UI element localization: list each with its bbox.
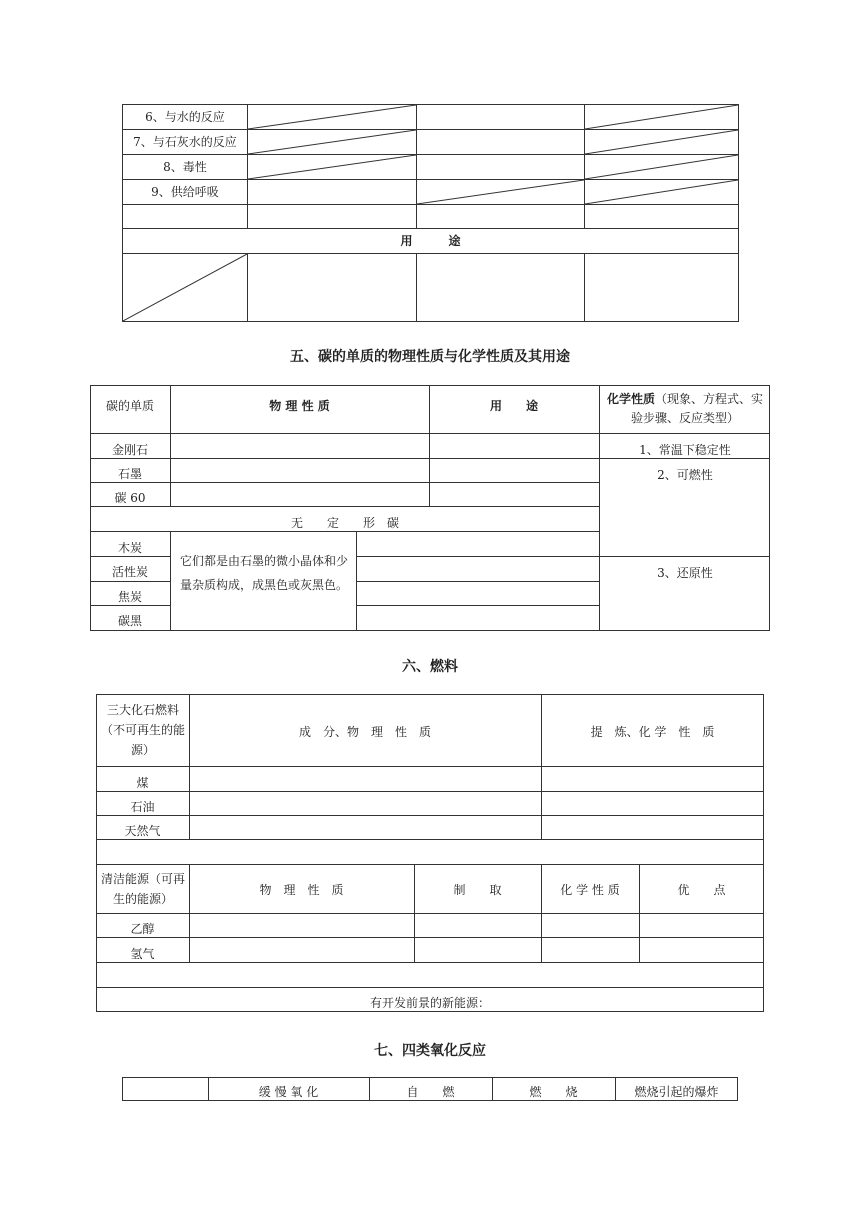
table-cell [417,205,585,229]
slashed-cell [585,105,739,130]
clean-col-production: 制 取 [453,883,502,897]
table-row [123,229,739,254]
slashed-cell [585,155,739,180]
table-cell [417,155,585,180]
use-header: 用 途 [123,229,739,254]
carbon-table-body [90,385,770,631]
table-row [123,130,739,155]
table-cell [248,254,417,322]
table-cell [585,254,739,322]
table-cell [248,205,417,229]
table-cell [417,130,585,155]
row-label: 9、供给呼吸 [123,180,248,205]
clean-col-chemical: 化 学 性 质 [560,883,620,897]
table-row [123,205,739,229]
table-row [123,105,739,130]
chem-stability: 1、常温下稳定性 [639,443,731,457]
amorphous-activated: 活性炭 [111,565,148,579]
fuel-natural-gas: 天然气 [124,824,161,838]
chem-reducibility: 3、还原性 [657,566,713,580]
table-cell [123,205,248,229]
table-row [123,254,739,322]
clean-energy-header: 清洁能源（可再生的能源） [100,872,185,906]
fossil-fuel-header: 三大化石燃料（不可再生的能源） [100,703,185,757]
table-4-continued [122,104,739,322]
chemical-header-label: 化学性质 [606,392,655,406]
row-label: 7、与石灰水的反应 [123,130,248,155]
clean-col-advantage: 优 点 [677,883,726,897]
fuel-ethanol: 乙醇 [130,922,155,936]
oxidation-table [122,1077,738,1101]
new-energy-label: 有开发前景的新能源： [369,996,490,1010]
table-cell [585,205,739,229]
slashed-cell [585,180,739,205]
chemical-header-note: （现象、方程式、实验步骤、反应类型） [630,392,764,425]
amorphous-charcoal: 木炭 [117,541,142,555]
fuel-coal: 煤 [136,776,149,790]
amorphous-carbon-black: 碳黑 [117,614,142,628]
fuel-table-grid [96,694,764,1012]
oxidation-explosion: 燃烧引起的爆炸 [634,1085,719,1099]
table-row [123,155,739,180]
substance-c60: 碳 60 [114,491,146,505]
slashed-cell [585,130,739,155]
fuel-table [96,694,764,1012]
fossil-col-composition: 成 分、物 理 性 质 [298,725,431,739]
slashed-cell [123,254,248,322]
slashed-cell [248,105,417,130]
section-7-title: 七、四类氧化反应 [374,1043,486,1059]
row-label: 6、与水的反应 [123,105,248,130]
oxidation-spontaneous: 自 燃 [406,1085,455,1099]
section-5-title: 五、碳的单质的物理性质与化学性质及其用途 [290,349,570,365]
amorphous-coke: 焦炭 [117,590,142,604]
amorphous-carbon-label: 无 定 形 碳 [290,516,399,530]
chem-combustibility: 2、可燃性 [657,468,713,482]
clean-col-physical: 物 理 性 质 [259,883,344,897]
table-cell [248,180,417,205]
amorphous-description: 它们都是由石墨的微小晶体和少量杂质构成，成黑色或灰黑色。 [179,554,348,592]
oxidation-slow: 缓 慢 氧 化 [258,1085,319,1099]
oxidation-burning: 燃 烧 [529,1085,578,1099]
fuel-oil: 石油 [130,800,155,814]
row-label: 8、毒性 [123,155,248,180]
slashed-cell [248,155,417,180]
section-6-title: 六、燃料 [402,659,458,675]
table-cell [417,254,585,322]
table-row [123,180,739,205]
substance-diamond: 金刚石 [111,443,148,457]
substance-header-text: 碳的单质 [105,399,154,413]
chemical-header-text [602,390,768,428]
slashed-cell [417,180,585,205]
use-header-text: 用 途 [489,399,538,413]
physical-header-text: 物 理 性 质 [269,399,330,413]
slashed-cell [248,130,417,155]
fuel-hydrogen: 氢气 [130,947,155,961]
substance-graphite: 石墨 [117,467,142,481]
fossil-col-refining: 提 炼、化 学 性 质 [590,725,715,739]
table-cell [417,105,585,130]
